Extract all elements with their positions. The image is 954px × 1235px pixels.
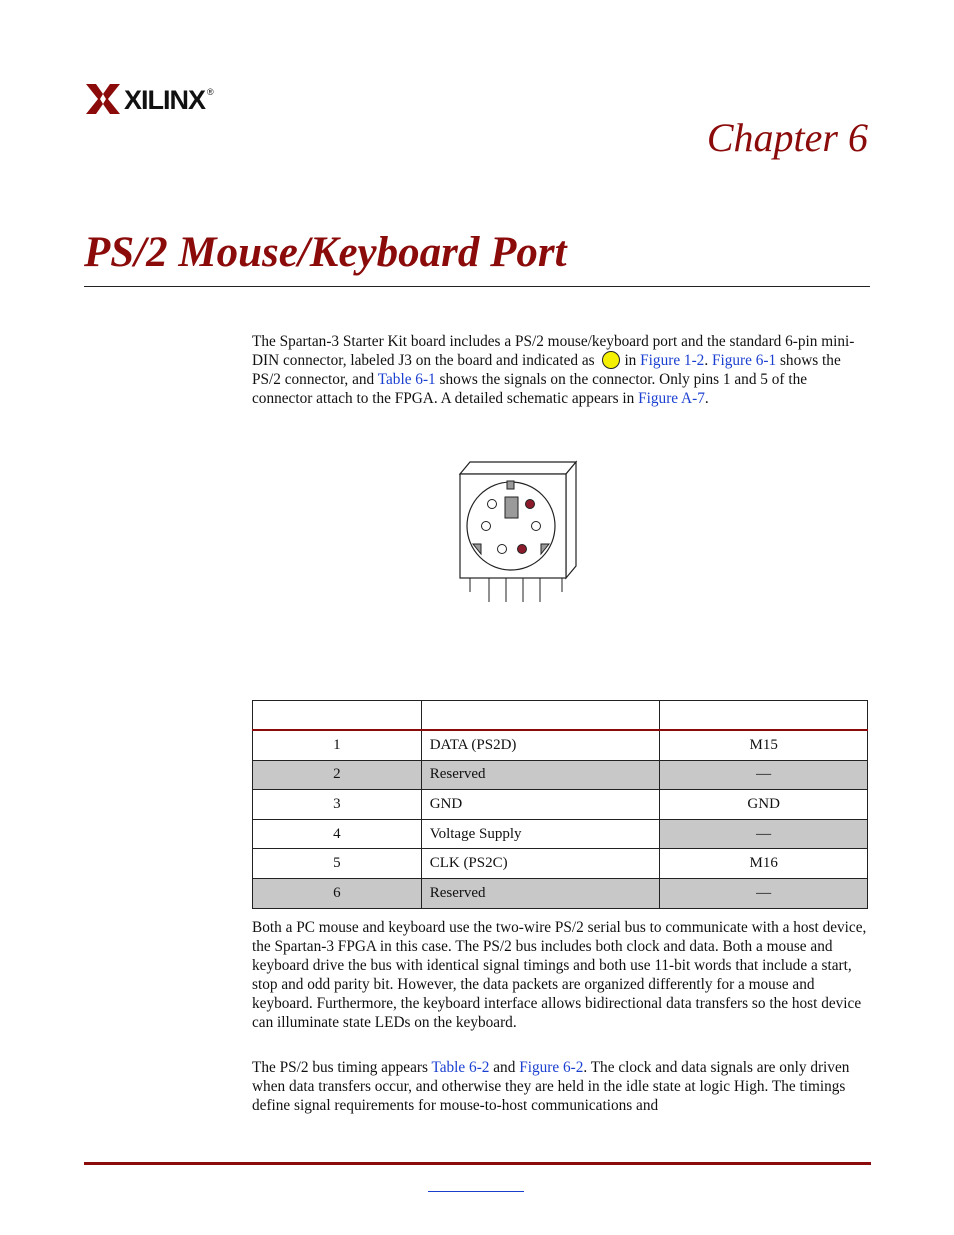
page-title: PS/2 Mouse/Keyboard Port [84, 229, 567, 276]
connector-socket [467, 482, 555, 570]
yellow-circle-marker-icon [602, 351, 620, 369]
pin-4 [482, 522, 491, 531]
bus-paragraph-text: Both a PC mouse and keyboard use the two-wire PS/2 serial bus to communicate with a host device, the Spartan-3 FPGA in this case. The PS/2 bus includes both clock and data. Both a mouse and keyboard drive the bus with identical signal timings and both use 11-bit words that include a start, stop and odd parity bit. However, the data packets are organized differently for a mouse and keyboard. Furthermore, the keyboard interface allows bidirectional data transfers so the host device can illuminate state LEDs on the keyboard. [252, 919, 867, 1031]
signal-cell: CLK (PS2C) [421, 849, 660, 879]
title-rule [84, 286, 870, 287]
intro-text-4: shows the PS/2 connector, and [252, 352, 841, 388]
socket-key-notch [507, 481, 514, 489]
footer-rule [84, 1162, 871, 1165]
fpga-pin-cell: GND [660, 790, 868, 820]
xilinx-logo [84, 82, 224, 118]
timing-text-1: The PS/2 bus timing appears [252, 1059, 428, 1076]
link-figure-6-1[interactable]: Figure 6-1 [711, 352, 777, 369]
signal-cell: DATA (PS2D) [421, 730, 660, 760]
timing-text-2: and [493, 1059, 516, 1076]
bus-paragraph [252, 918, 870, 1032]
pin-cell: 3 [253, 790, 422, 820]
table-header-row [253, 701, 868, 731]
link-table-6-2[interactable]: Table 6-2 [431, 1059, 490, 1076]
fpga-pin-cell: M15 [660, 730, 868, 760]
intro-text-1: The Spartan-3 Starter Kit board includes a PS/2 mouse/keyboard port and the standard 6-pin mini-DIN connector, labeled J3 on the board and indicated as [252, 333, 855, 369]
xilinx-logo-mark-icon [84, 82, 122, 116]
table-row [253, 790, 868, 820]
table-row [253, 819, 868, 849]
intro-text-2: in [624, 352, 637, 369]
link-figure-a-7[interactable]: Figure A-7 [638, 390, 705, 407]
signal-cell: Voltage Supply [421, 819, 660, 849]
table-header-cell [253, 701, 422, 731]
intro-text-5: shows the signals on the connector. Only pins 1 and 5 of the connector attach to the FPGA. A detailed schematic appears in [252, 371, 808, 407]
pin-cell: 2 [253, 760, 422, 790]
chapter-heading: Chapter 6 [706, 115, 868, 160]
intro-text-3: . [704, 352, 709, 369]
signal-cell: Reserved [421, 760, 660, 790]
table-row [253, 849, 868, 879]
pin-1 [518, 545, 527, 554]
fpga-pin-cell: M16 [660, 849, 868, 879]
pin-cell: 4 [253, 819, 422, 849]
ps2-connector-diagram [456, 460, 580, 606]
pin-cell: 5 [253, 849, 422, 879]
timing-text-3: . The clock and data signals are only driven when data transfers occur, and otherwise they are held in the idle state at logic High. The timings define signal requirements for mouse-to-host communications and [252, 1059, 850, 1114]
link-figure-6-2[interactable]: Figure 6-2 [519, 1059, 584, 1076]
link-figure-1-2[interactable]: Figure 1-2 [640, 352, 705, 369]
signal-cell: GND [421, 790, 660, 820]
connector-top-face [460, 462, 576, 474]
registered-mark: ® [207, 87, 214, 97]
intro-paragraph [252, 332, 870, 408]
pin-cell: 6 [253, 878, 422, 908]
pin-5 [526, 500, 535, 509]
table-row [253, 878, 868, 908]
table-row [253, 730, 868, 760]
table-row [253, 760, 868, 790]
ps2-pin-table [252, 700, 868, 909]
table-header-cell [421, 701, 660, 731]
pin-2 [498, 545, 507, 554]
timing-paragraph [252, 1058, 870, 1115]
fpga-pin-cell: — [660, 760, 868, 790]
fpga-pin-cell: — [660, 878, 868, 908]
pin-3 [532, 522, 541, 531]
pin-6 [488, 500, 497, 509]
footer-link-underline[interactable] [428, 1191, 524, 1192]
socket-center-key [505, 497, 518, 518]
intro-text-6: . [704, 390, 709, 407]
connector-side-face [566, 462, 576, 578]
link-table-6-1[interactable]: Table 6-1 [377, 371, 436, 388]
table-header-cell [660, 701, 868, 731]
pin-cell: 1 [253, 730, 422, 760]
fpga-pin-cell: — [660, 819, 868, 849]
xilinx-wordmark: XILINX [124, 85, 206, 115]
signal-cell: Reserved [421, 878, 660, 908]
connector-leads [470, 578, 562, 602]
